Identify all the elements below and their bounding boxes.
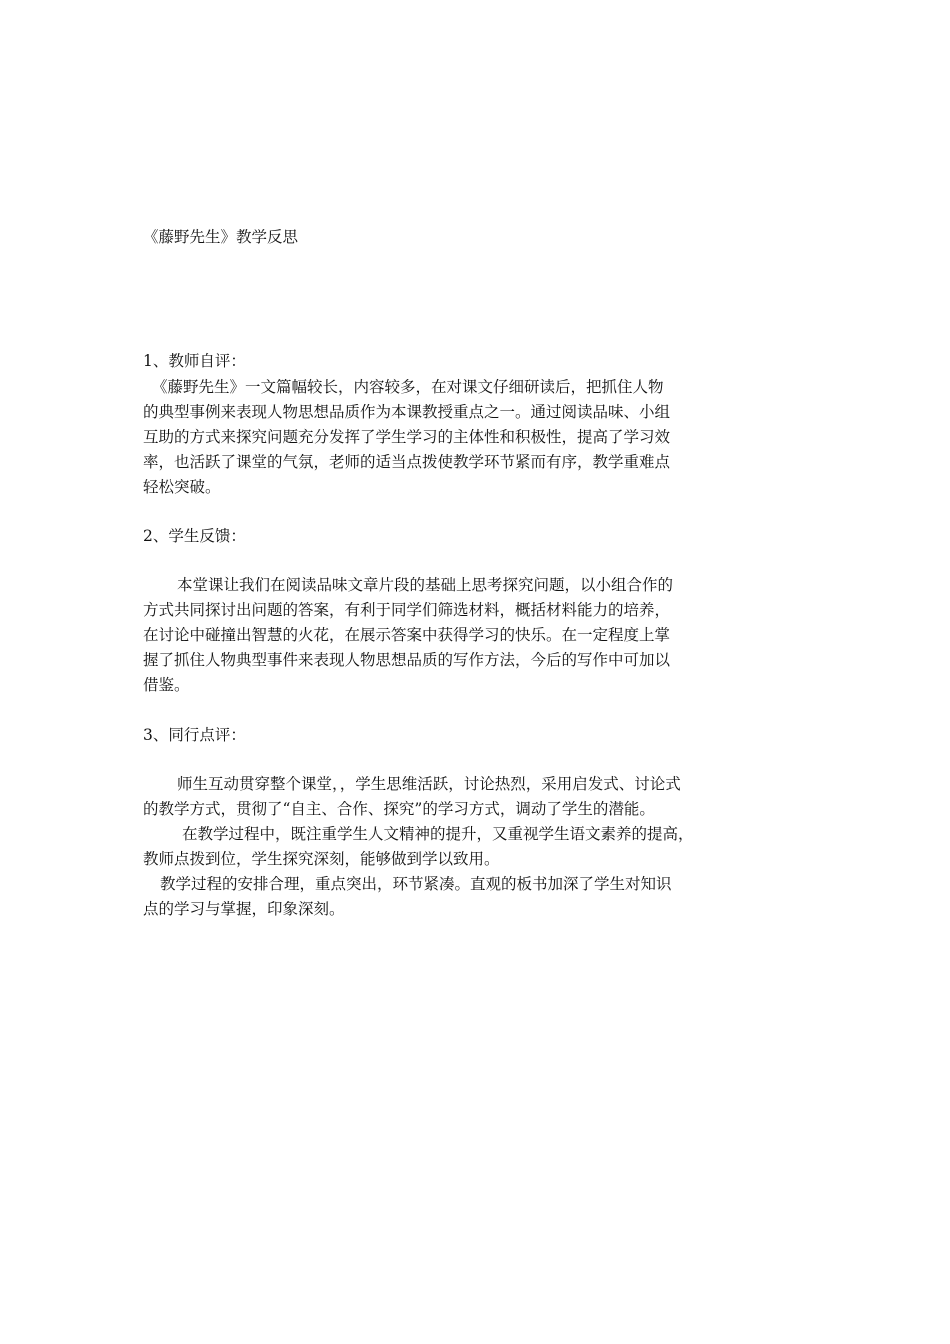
section-2-line-4: 握了抓住人物典型事件来表现人物思想品质的写作方法，今后的写作中可加以 <box>143 651 671 669</box>
section-3-heading: 3、同行点评： <box>143 726 246 744</box>
section-1-line-5: 轻松突破。 <box>143 478 221 496</box>
section-1-heading: 1、教师自评： <box>143 352 246 370</box>
section-3-line-6: 点的学习与掌握，印象深刻。 <box>143 900 345 918</box>
section-2-heading: 2、学生反馈： <box>143 527 246 545</box>
section-3-line-5: 教学过程的安排合理，重点突出，环节紧凑。直观的板书加深了学生对知识 <box>160 875 672 893</box>
section-2-line-3: 在讨论中碰撞出智慧的火花，在展示答案中获得学习的快乐。在一定程度上掌 <box>143 626 671 644</box>
section-2-line-1: 本堂课让我们在阅读品味文章片段的基础上思考探究问题，以小组合作的 <box>177 576 674 594</box>
section-1-line-1: 《藤野先生》一文篇幅较长，内容较多，在对课文仔细研读后，把抓住人物 <box>152 378 664 396</box>
section-3-line-4: 教师点拨到位，学生探究深刻，能够做到学以致用。 <box>143 850 500 868</box>
section-3-line-2: 的教学方式，贯彻了“自主、合作、探究”的学习方式，调动了学生的潜能。 <box>143 800 655 818</box>
section-1-line-4: 率，也活跃了课堂的气氛，老师的适当点拨使教学环节紧而有序，教学重难点 <box>143 453 671 471</box>
section-3-line-3: 在教学过程中，既注重学生人文精神的提升，又重视学生语文素养的提高， <box>182 825 694 843</box>
document-title: 《藤野先生》教学反思 <box>143 228 299 246</box>
section-1-line-3: 互助的方式来探究问题充分发挥了学生学习的主体性和积极性，提高了学习效 <box>143 428 671 446</box>
section-1-line-2: 的典型事例来表现人物思想品质作为本课教授重点之一。通过阅读品味、小组 <box>143 403 671 421</box>
section-3-line-1: 师生互动贯穿整个课堂，，学生思维活跃，讨论热烈，采用启发式、讨论式 <box>177 775 681 793</box>
section-2-line-2: 方式共同探讨出问题的答案，有利于同学们筛选材料，概括材料能力的培养， <box>143 601 671 619</box>
section-2-line-5: 借鉴。 <box>143 676 190 694</box>
